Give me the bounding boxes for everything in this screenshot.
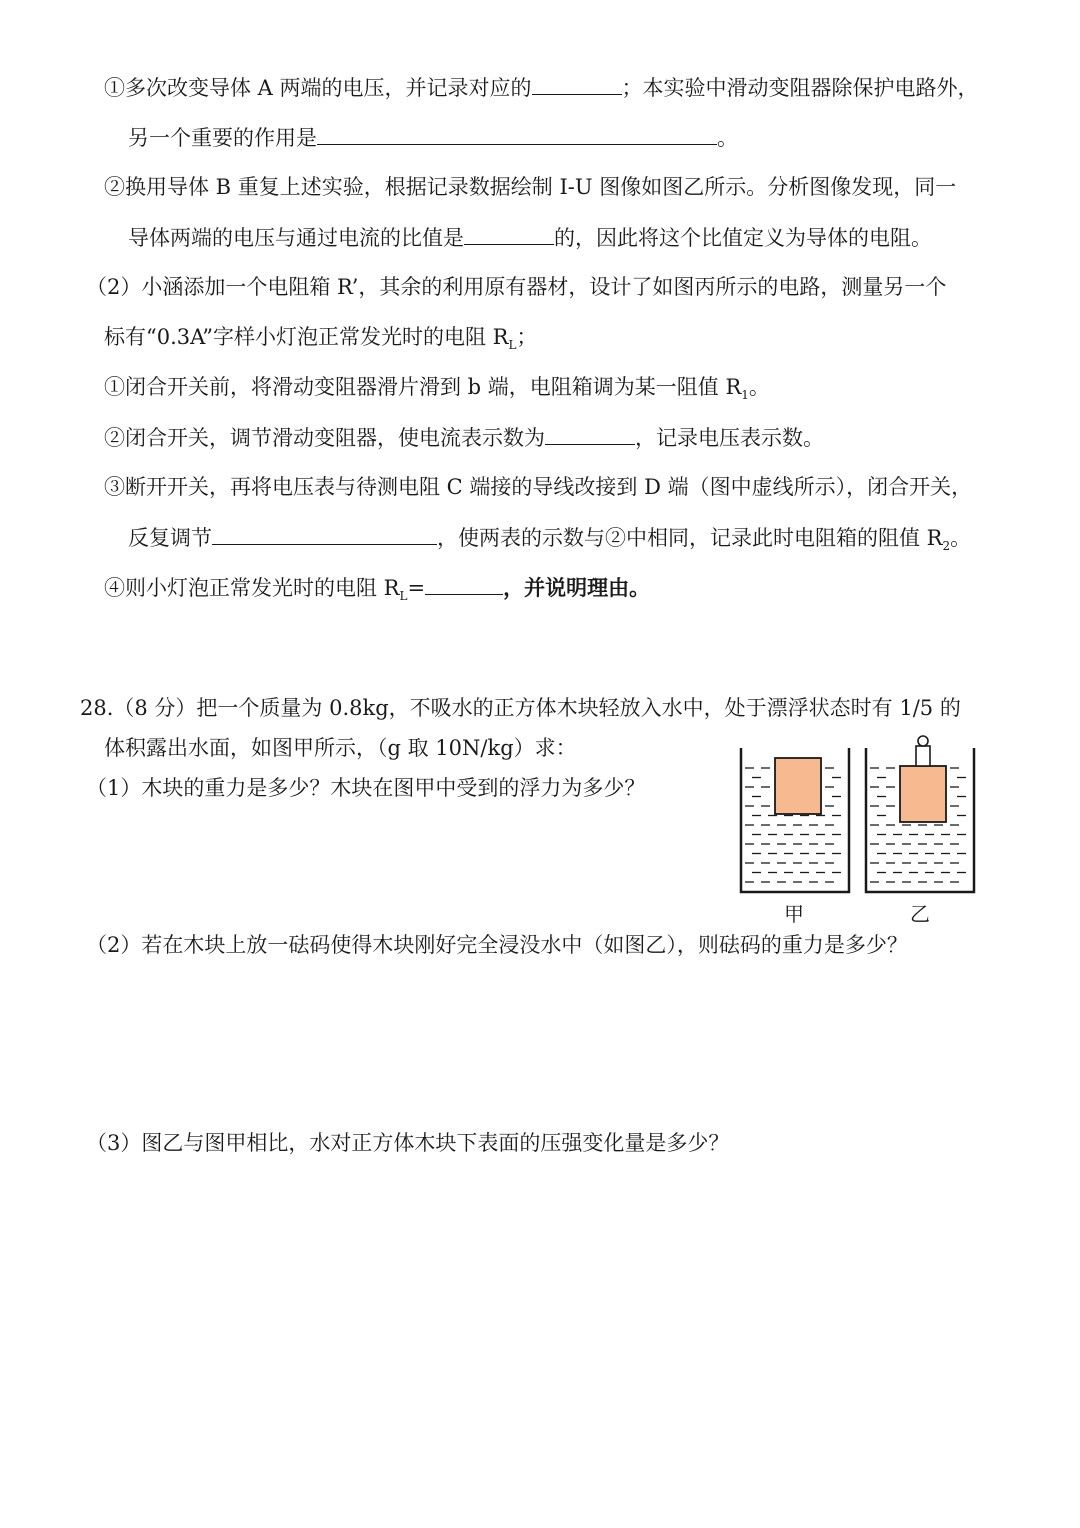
q27-step1-line2: 另一个重要的作用是 。 (128, 122, 738, 153)
q27-step1-line1: ①多次改变导体 A 两端的电压，并记录对应的 ；本实验中滑动变阻器除保护电路外， (104, 72, 979, 103)
answer-blank[interactable] (532, 72, 622, 95)
answer-blank[interactable] (212, 522, 437, 545)
wood-block-yi (900, 766, 946, 822)
q27-step2-line2: 导体两端的电压与通过电流的比值是 的，因此将这个比值定义为导体的电阻。 (128, 222, 932, 253)
q28-stem-line1: 28.（8 分）把一个质量为 0.8kg，不吸水的正方体木块轻放入水中，处于漂浮状态时有 1/5 的 (80, 696, 961, 720)
beaker-jia (741, 748, 849, 892)
q28-part3: （3）图乙与图甲相比，水对正方体木块下表面的压强变化量是多少？ (86, 1131, 730, 1155)
q28-part1: （1）木块的重力是多少？木块在图甲中受到的浮力为多少？ (86, 776, 646, 800)
q27-part2-step4: ④则小灯泡正常发光时的电阻 $R_L=$ ，并说明理由。 (104, 572, 650, 611)
caption-jia: 甲 (784, 902, 804, 926)
beaker-yi (866, 736, 974, 892)
q27-part2-step3-line2: 反复调节 ，使两表的示数与②中相同，记录此时电阻箱的阻值 $R_2$。 (128, 522, 971, 561)
answer-blank[interactable] (317, 122, 717, 145)
q27-part2-line1: （2）小涵添加一个电阻箱 R’，其余的利用原有器材，设计了如图丙所示的电路，测量另一个 (86, 275, 947, 299)
beaker-diagram (735, 730, 980, 930)
q27-step2-line1: ②换用导体 B 重复上述实验，根据记录数据绘制 I-U 图像如图乙所示。分析图像发现，同一 (104, 175, 957, 199)
caption-yi: 乙 (910, 902, 930, 926)
answer-blank[interactable] (425, 572, 503, 595)
weight-icon (916, 736, 930, 766)
wood-block-jia (775, 758, 821, 814)
q28-stem-line2: 体积露出水面，如图甲所示，（g 取 10N/kg）求： (104, 736, 577, 760)
q27-part2-line2: 标有“0.3A”字样小灯泡正常发光时的电阻 $R_L$； (104, 325, 538, 353)
q28-part2: （2）若在木块上放一砝码使得木块刚好完全浸没水中（如图乙），则砝码的重力是多少？ (86, 933, 908, 957)
q27-part2-step2: ②闭合开关，调节滑动变阻器，使电流表示数为 ，记录电压表示数。 (104, 422, 824, 453)
answer-blank[interactable] (464, 222, 554, 245)
q27-part2-step3-line1: ③断开开关，再将电压表与待测电阻 C 端接的导线改接到 D 端（图中虚线所示），闭合开关， (104, 475, 973, 499)
answer-blank[interactable] (545, 422, 635, 445)
beaker-figure (735, 730, 980, 935)
q27-part2-step1: ①闭合开关前，将滑动变阻器滑片滑到 b 端，电阻箱调为某一阻值 $R_1$。 (104, 375, 770, 403)
